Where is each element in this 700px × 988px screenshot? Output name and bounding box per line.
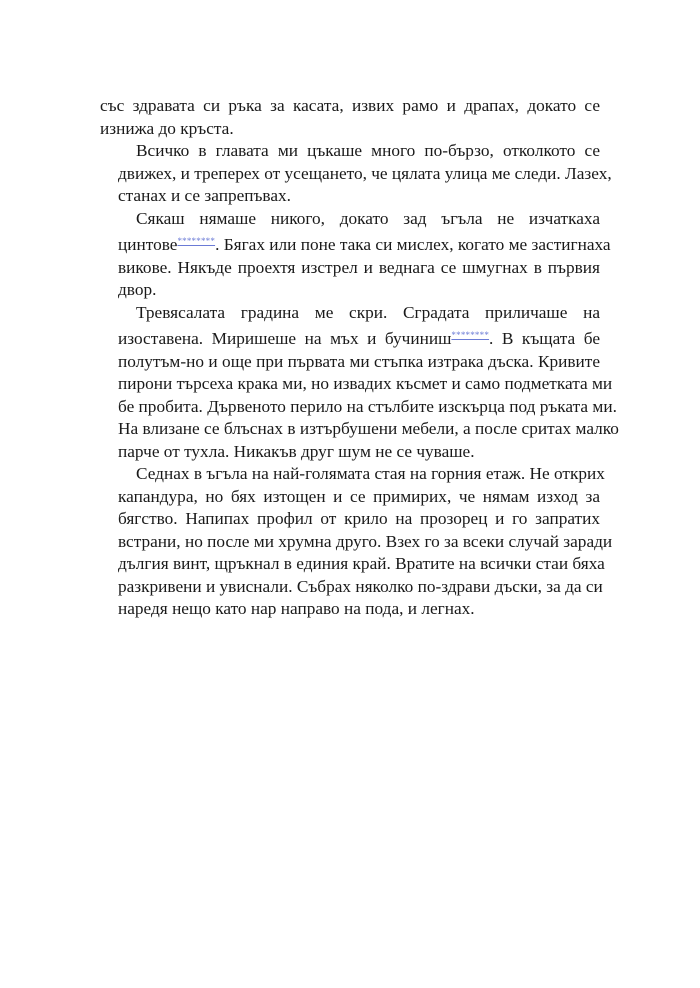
- text-line: Тревясалата градина ме скри. Сградата приличаше на: [136, 302, 600, 322]
- line-text: изоставена. Миришеше на мъх и бучиниш: [118, 329, 452, 348]
- text-line: викове. Някъде проехтя изстрел и веднага се шмугнах в първия: [118, 257, 600, 277]
- text-line: бягство. Напипах профил от крило на прозорец и го запратих: [118, 509, 600, 528]
- text-line: дългия винт, щръкнал в единия край. Вратите на всички стаи бяха: [118, 554, 605, 573]
- paragraph-2: [100, 140, 612, 208]
- text-line: Седнах в ъгъла на най-голямата стая на горния етаж. Не открих: [136, 464, 605, 483]
- text-line: със здравата си ръка за касата, извих рамо и драпах, докато се: [100, 96, 600, 115]
- text-line: Сякаш нямаше никого, докато зад ъгъла не изчаткаха: [136, 208, 600, 228]
- text-line: встрани, но после ми хрумна друго. Взех го за всеки случай заради: [118, 531, 613, 551]
- paragraph-3: [100, 208, 611, 302]
- text-line-with-footnote: [100, 324, 600, 351]
- text-line: разкривени и увиснали. Събрах няколко по-здрави дъски, за да си: [118, 576, 603, 596]
- footnote-link[interactable]: ********: [177, 236, 216, 246]
- text-line: парче от тухла. Никакъв друг шум не се чуваше.: [118, 441, 475, 461]
- paragraph-1: [100, 95, 600, 140]
- line-text: . Бягах или поне така си мислех, когато ме застигнаха: [215, 235, 611, 254]
- text-line: бе пробита. Дървеното перило на стълбите изскърца под ръката ми.: [118, 396, 617, 416]
- line-text: цинтове: [118, 235, 178, 254]
- text-line: пирони търсеха крака ми, но извадих късмет и само подметката ми: [118, 374, 613, 393]
- body-text: [100, 95, 619, 621]
- text-line: движех, и треперех от усещането, че цялата улица ме следи. Лазех,: [118, 163, 612, 183]
- text-line: Всичко в главата ми цъкаше много по-бързо, отколкото се: [136, 141, 600, 160]
- line-text: . В къщата бе: [489, 329, 600, 348]
- text-line: изнижа до кръста.: [100, 118, 234, 138]
- text-line: двор.: [118, 280, 157, 299]
- text-line: наредя нещо като нар направо на пода, и легнах.: [118, 599, 475, 618]
- text-line: полутъм-но и още при първата ми стъпка изтрака дъска. Кривите: [118, 351, 600, 371]
- text-line: станах и се запрепъвах.: [118, 186, 291, 205]
- text-line-with-footnote: [100, 230, 611, 257]
- text-line: На влизане се блъснах в изтърбушени мебели, а после сритах малко: [118, 419, 619, 438]
- paragraph-4: [100, 302, 619, 464]
- text-line: капандура, но бях изтощен и се примирих, че нямам изход за: [118, 486, 600, 506]
- footnote-link[interactable]: ********: [451, 330, 490, 340]
- paragraph-5: [100, 463, 613, 621]
